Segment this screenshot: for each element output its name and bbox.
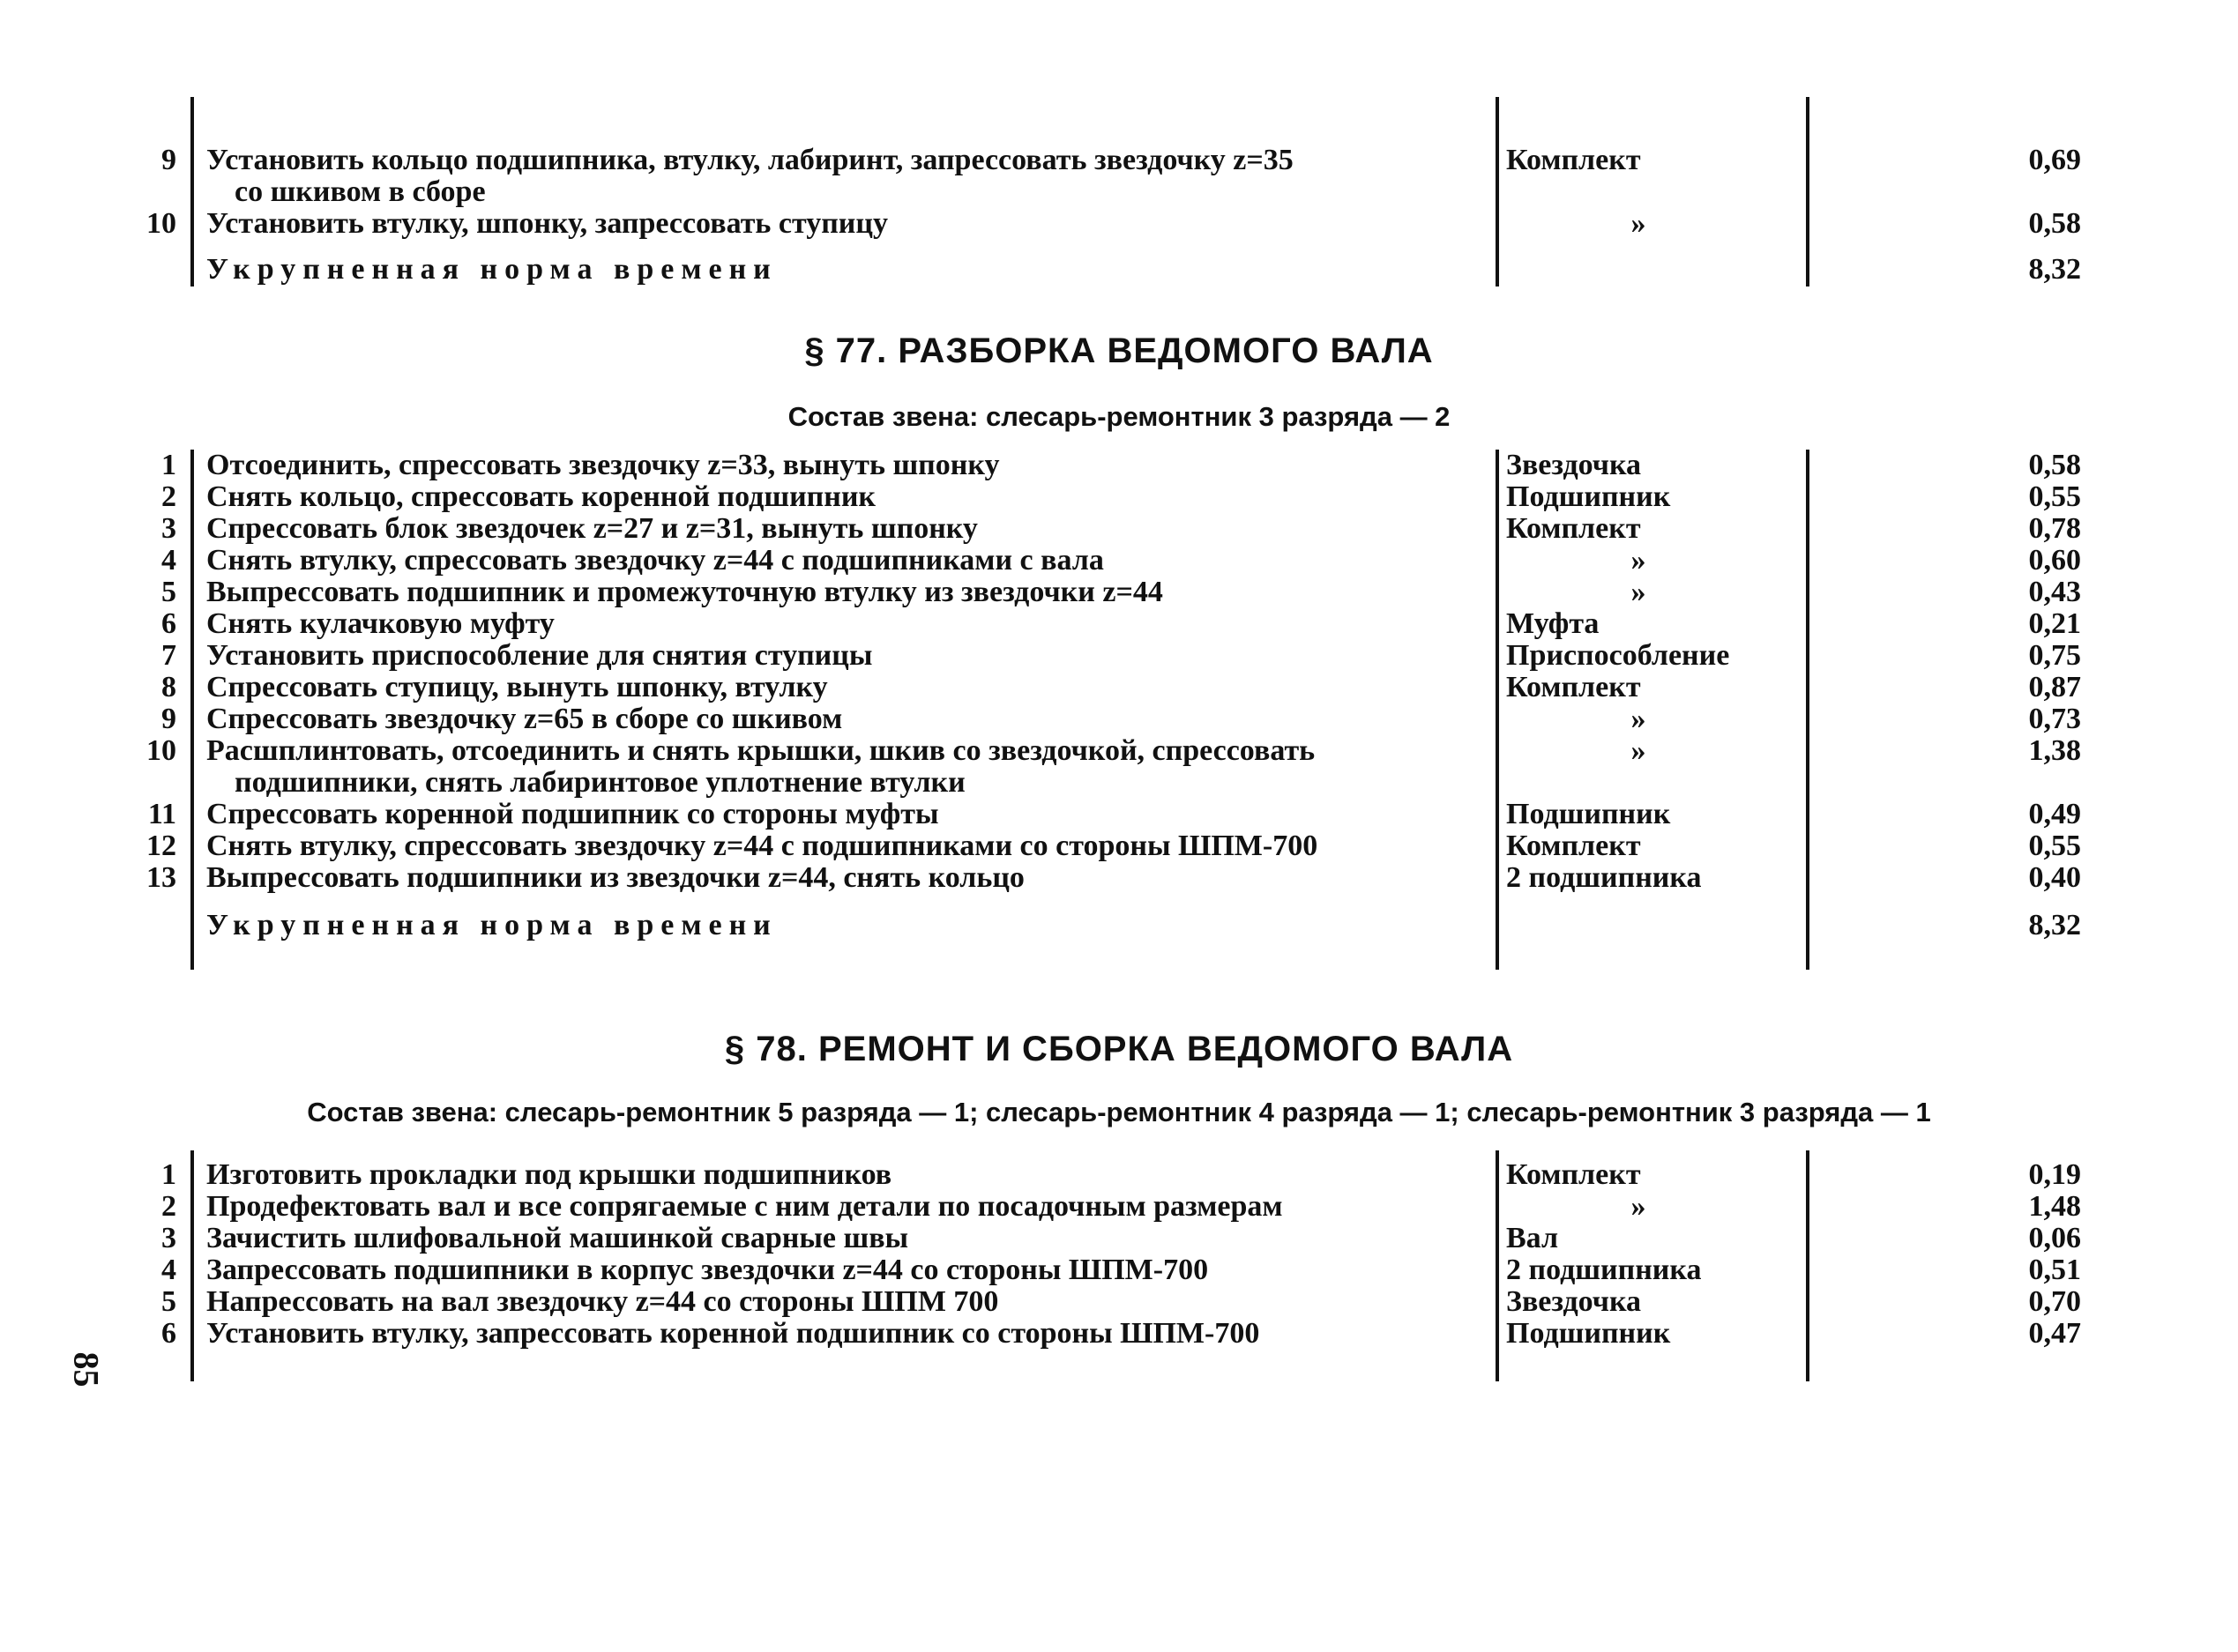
row-value: 0,47 [2028, 1317, 2081, 1350]
row-value: 0,73 [2028, 703, 2081, 735]
row-description: Запрессовать подшипники в корпус звездочки z=44 со стороны ШПМ-700 [206, 1254, 1209, 1286]
total-value: 8,32 [2028, 253, 2081, 286]
section-77-table [132, 449, 2081, 970]
row-number: 3 [161, 1222, 176, 1254]
row-description: Продефектовать вал и все сопрягаемые с ним детали по посадочным размерам [206, 1190, 1283, 1223]
row-number: 1 [161, 1158, 176, 1191]
row-description: Напрессовать на вал звездочку z=44 со стороны ШПМ 700 [206, 1285, 999, 1318]
row-unit: » [1630, 576, 1646, 608]
row-unit: Приспособление [1506, 639, 1730, 672]
column-divider-right [1806, 97, 1809, 286]
row-value: 0,55 [2028, 480, 2081, 513]
column-divider-right [1806, 450, 1809, 970]
row-description: Расшплинтовать, отсоединить и снять крышки, шкив со звездочкой, спрессовать [206, 734, 1316, 767]
row-value: 0,40 [2028, 861, 2081, 894]
row-number: 9 [161, 703, 176, 735]
row-value: 0,69 [2028, 144, 2081, 176]
row-number: 3 [161, 512, 176, 545]
row-unit: » [1630, 207, 1646, 240]
row-number: 13 [146, 861, 176, 894]
row-unit: » [1630, 1190, 1646, 1223]
row-value: 0,06 [2028, 1222, 2081, 1254]
row-description: Снять втулку, спрессовать звездочку z=44 с подшипниками со стороны ШПМ-700 [206, 830, 1318, 862]
row-number: 6 [161, 1317, 176, 1350]
row-description: Спрессовать звездочку z=65 в сборе со шкивом [206, 703, 843, 735]
row-number: 7 [161, 639, 176, 672]
row-description: Изготовить прокладки под крышки подшипников [206, 1158, 892, 1191]
row-number: 12 [146, 830, 176, 862]
column-divider-right [1806, 1150, 1809, 1381]
row-number: 8 [161, 671, 176, 703]
row-unit: Подшипник [1506, 480, 1671, 513]
total-label: Укрупненная норма времени [206, 909, 778, 941]
row-number: 2 [161, 480, 176, 513]
row-description: Спрессовать блок звездочек z=27 и z=31, вынуть шпонку [206, 512, 978, 545]
row-value: 0,51 [2028, 1254, 2081, 1286]
column-divider-left [190, 450, 194, 970]
row-unit: Вал [1506, 1222, 1559, 1254]
page-number: 85 [66, 1351, 107, 1388]
row-value: 0,55 [2028, 830, 2081, 862]
row-unit: Комплект [1506, 830, 1641, 862]
section-77-title: § 77. РАЗБОРКА ВЕДОМОГО ВАЛА [804, 331, 1434, 370]
row-number: 10 [146, 207, 176, 240]
row-description: Установить кольцо подшипника, втулку, лабиринт, запрессовать звездочку z=35 [206, 144, 1294, 176]
row-value: 0,87 [2028, 671, 2081, 703]
column-divider-mid [1496, 1150, 1499, 1381]
row-unit: » [1630, 734, 1646, 767]
row-number: 4 [161, 1254, 176, 1286]
row-value: 0,58 [2028, 207, 2081, 240]
row-value: 0,75 [2028, 639, 2081, 672]
row-description: Установить втулку, шпонку, запрессовать ступицу [206, 207, 888, 240]
row-description: Установить приспособление для снятия ступицы [206, 639, 873, 672]
row-description-cont: подшипники, снять лабиринтовое уплотнение втулки [235, 766, 966, 799]
column-divider-mid [1496, 450, 1499, 970]
row-unit: Комплект [1506, 671, 1641, 703]
row-description: Зачистить шлифовальной машинкой сварные швы [206, 1222, 909, 1254]
row-value: 0,78 [2028, 512, 2081, 545]
column-divider-left [190, 97, 194, 286]
row-number: 1 [161, 449, 176, 481]
total-label: Укрупненная норма времени [206, 253, 778, 286]
row-description: Снять кулачковую муфту [206, 607, 555, 640]
row-unit: Звездочка [1506, 1285, 1642, 1318]
section-77-crew: Состав звена: слесарь-ремонтник 3 разряда — 2 [787, 401, 1451, 432]
row-number: 4 [161, 544, 176, 577]
row-number: 2 [161, 1190, 176, 1223]
row-value: 0,43 [2028, 576, 2081, 608]
row-number: 10 [146, 734, 176, 767]
row-description: Выпрессовать подшипники из звездочки z=44, снять кольцо [206, 861, 1025, 894]
top-table [132, 97, 2081, 286]
row-unit: Звездочка [1506, 449, 1642, 481]
section-78-crew: Состав звена: слесарь-ремонтник 5 разряда — 1; слесарь-ремонтник 4 разряда — 1; слесарь-ремонтник 3 разряда — 1 [307, 1097, 1931, 1127]
row-value: 1,38 [2028, 734, 2081, 767]
row-description: Отсоединить, спрессовать звездочку z=33, вынуть шпонку [206, 449, 1000, 481]
row-value: 0,49 [2028, 798, 2081, 830]
row-value: 0,58 [2028, 449, 2081, 481]
row-value: 0,19 [2028, 1158, 2081, 1191]
row-number: 5 [161, 576, 176, 608]
total-value: 8,32 [2028, 909, 2081, 941]
row-description: Снять кольцо, спрессовать коренной подшипник [206, 480, 877, 513]
row-unit: » [1630, 544, 1646, 577]
row-unit: 2 подшипника [1506, 1254, 1702, 1286]
row-value: 0,21 [2028, 607, 2081, 640]
row-unit: Комплект [1506, 144, 1641, 176]
section-78-table [132, 1150, 2081, 1381]
row-description: Спрессовать ступицу, вынуть шпонку, втулку [206, 671, 828, 703]
row-unit: Подшипник [1506, 1317, 1671, 1350]
row-description: Выпрессовать подшипник и промежуточную втулку из звездочки z=44 [206, 576, 1163, 608]
row-unit: Муфта [1506, 607, 1600, 640]
row-value: 0,60 [2028, 544, 2081, 577]
row-number: 5 [161, 1285, 176, 1318]
row-number: 6 [161, 607, 176, 640]
row-description: Спрессовать коренной подшипник со стороны муфты [206, 798, 939, 830]
column-divider-left [190, 1150, 194, 1381]
row-value: 0,70 [2028, 1285, 2081, 1318]
row-unit: Комплект [1506, 512, 1641, 545]
row-description-cont: со шкивом в сборе [235, 175, 486, 208]
row-unit: » [1630, 703, 1646, 735]
row-description: Установить втулку, запрессовать коренной подшипник со стороны ШПМ-700 [206, 1317, 1260, 1350]
row-value: 1,48 [2028, 1190, 2081, 1223]
row-unit: Комплект [1506, 1158, 1641, 1191]
row-description: Снять втулку, спрессовать звездочку z=44 с подшипниками с вала [206, 544, 1104, 577]
section-78-title: § 78. РЕМОНТ И СБОРКА ВЕДОМОГО ВАЛА [724, 1030, 1514, 1068]
row-number: 9 [161, 144, 176, 176]
row-number: 11 [147, 798, 176, 830]
row-unit: Подшипник [1506, 798, 1671, 830]
row-unit: 2 подшипника [1506, 861, 1702, 894]
